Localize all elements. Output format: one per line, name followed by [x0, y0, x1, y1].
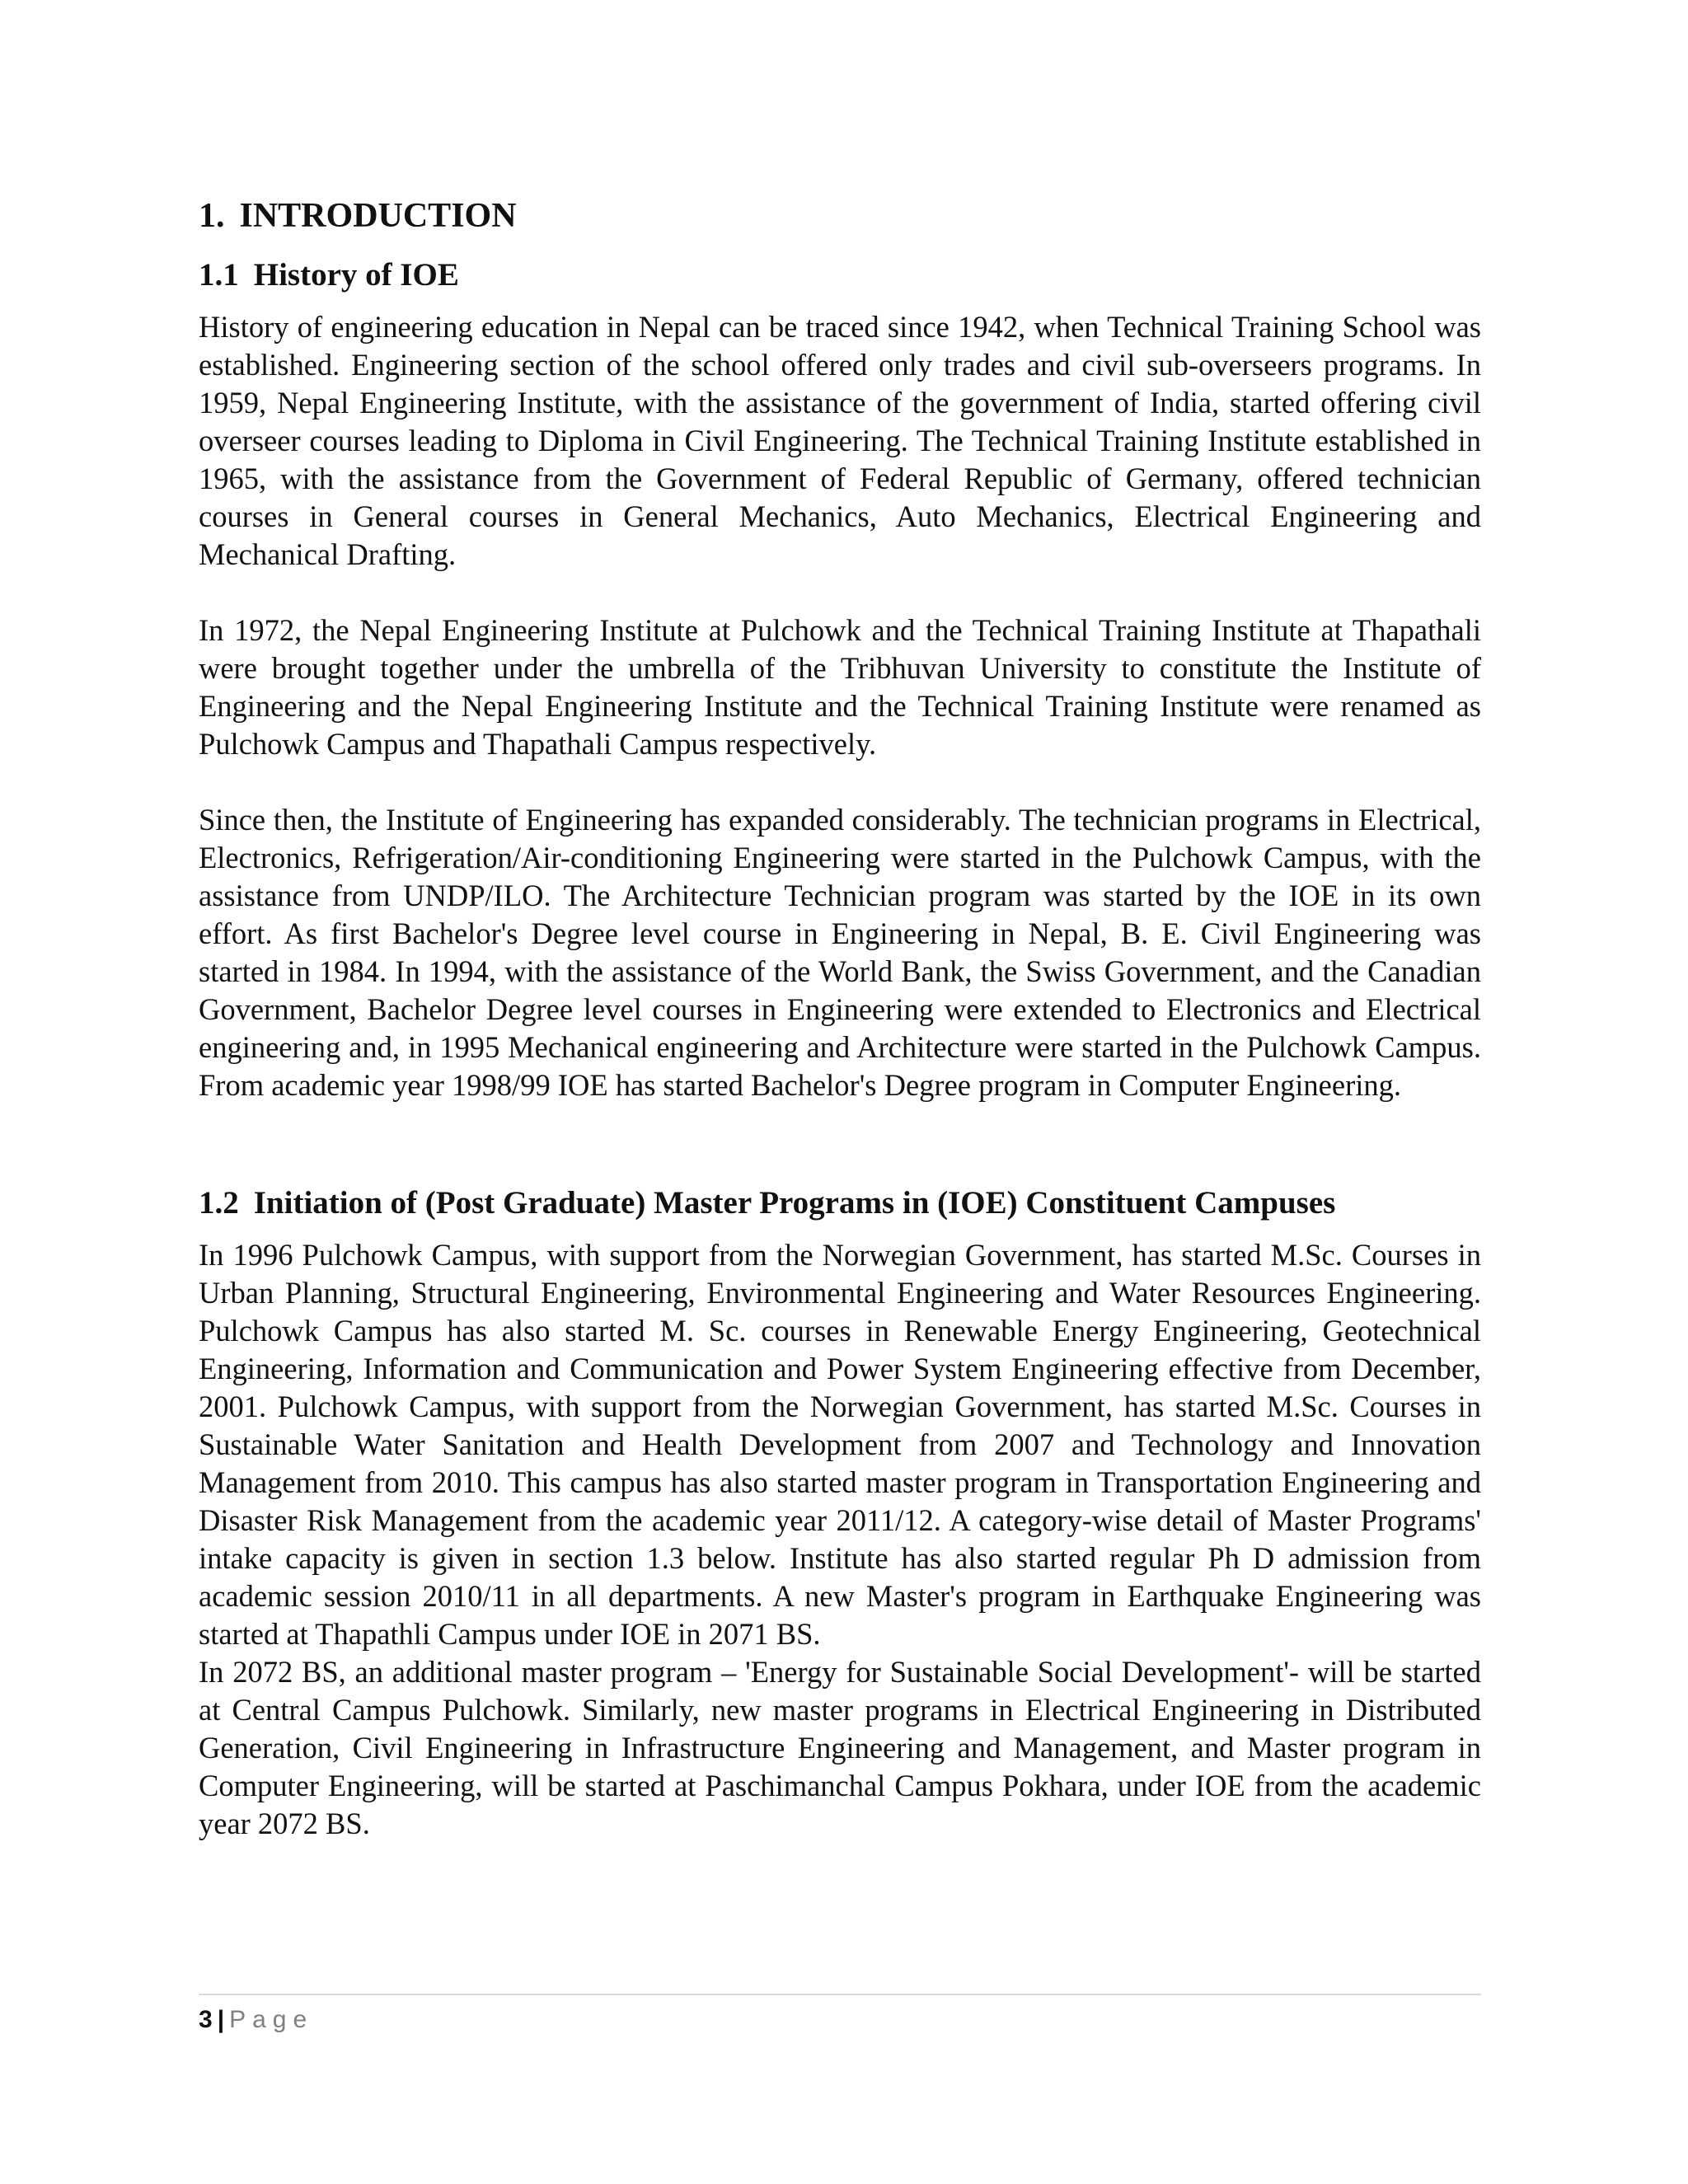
footer-page-indicator: [199, 2004, 1481, 2036]
page-content: [199, 191, 1481, 1843]
history-paragraph-3: Since then, the Institute of Engineering has expanded considerably. The technician programs in Electrical, Electronics, Refrigeration/Air-conditioning Engineering were started in the Pulchowk Campus, with the assistance from UNDP/ILO. The Architecture Technician program was started by the IOE in its own effort. As first Bachelor's Degree level course in Engineering in Nepal, B. E. Civil Engineering was started in 1984. In 1994, with the assistance of the World Bank, the Swiss Government, and the Canadian Government, Bachelor Degree level courses in Engineering were extended to Electronics and Electrical engineering and, in 1995 Mechanical engineering and Architecture were started in the Pulchowk Campus. From academic year 1998/99 IOE has started Bachelor's Degree program in Computer Engineering.: [199, 803, 1481, 1102]
master-programs-paragraph-2: In 2072 BS, an additional master program – 'Energy for Sustainable Social Development'- will be started at Central Campus Pulchowk. Similarly, new master programs in Electrical Engineering in Distributed Generation, Civil Engineering in Infrastructure Engineering and Management, and Master program in Computer Engineering, will be started at Paschimanchal Campus Pokhara, under IOE from the academic year 2072 BS.: [199, 1655, 1481, 1840]
section-1-2-title: Initiation of (Post Graduate) Master Programs in (IOE) Constituent Campuses: [253, 1185, 1336, 1221]
section-1-title: INTRODUCTION: [239, 197, 517, 235]
history-paragraph-2: In 1972, the Nepal Engineering Institute at Pulchowk and the Technical Training Institute at Thapathali were brought together under the umbrella of the Tribhuvan University to constitute the Institute of Engineering and the Nepal Engineering Institute and the Technical Training Institute were renamed as Pulchowk Campus and Thapathali Campus respectively.: [199, 613, 1481, 761]
history-paragraph-1: History of engineering education in Nepal can be traced since 1942, when Technical Training School was established. Engineering section of the school offered only trades and civil sub-overseers programs. In 1959, Nepal Engineering Institute, with the assistance of the government of India, started offering civil overseer courses leading to Diploma in Civil Engineering. The Technical Training Institute established in 1965, with the assistance from the Government of Federal Republic of Germany, offered technician courses in General courses in General Mechanics, Auto Mechanics, Electrical Engineering and Mechanical Drafting.: [199, 310, 1481, 571]
section-1-1-number: 1.1: [199, 257, 239, 293]
section-1-2-number: 1.2: [199, 1185, 239, 1221]
section-1-heading: [199, 191, 1481, 241]
page-label: Page: [229, 2006, 314, 2033]
footer-divider: [199, 1994, 1481, 1995]
section-1-number: 1.: [199, 197, 225, 235]
section-1-2-heading: [199, 1180, 1481, 1226]
master-programs-paragraph-1: In 1996 Pulchowk Campus, with support from the Norwegian Government, has started M.Sc. Courses in Urban Planning, Structural Engineering, Environmental Engineering and Water Resources Engineering. Pulchowk Campus has also started M. Sc. courses in Renewable Energy Engineering, Geotechnical Engineering, Information and Communication and Power System Engineering effective from December, 2001. Pulchowk Campus, with support from the Norwegian Government, has started M.Sc. Courses in Sustainable Water Sanitation and Health Development from 2007 and Technology and Innovation Management from 2010. This campus has also started master program in Transportation Engineering and Disaster Risk Management from the academic year 2011/12. A category-wise detail of Master Programs' intake capacity is given in section 1.3 below. Institute has also started regular Ph D admission from academic session 2010/11 in all departments. A new Master's program in Earthquake Engineering was started at Thapathli Campus under IOE in 2071 BS.: [199, 1238, 1481, 1651]
page-footer: [199, 1994, 1481, 2036]
page-separator: |: [217, 2006, 225, 2033]
section-1-1-title: History of IOE: [253, 257, 459, 293]
page-number: 3: [199, 2006, 213, 2033]
section-1-1-heading: [199, 252, 1481, 298]
